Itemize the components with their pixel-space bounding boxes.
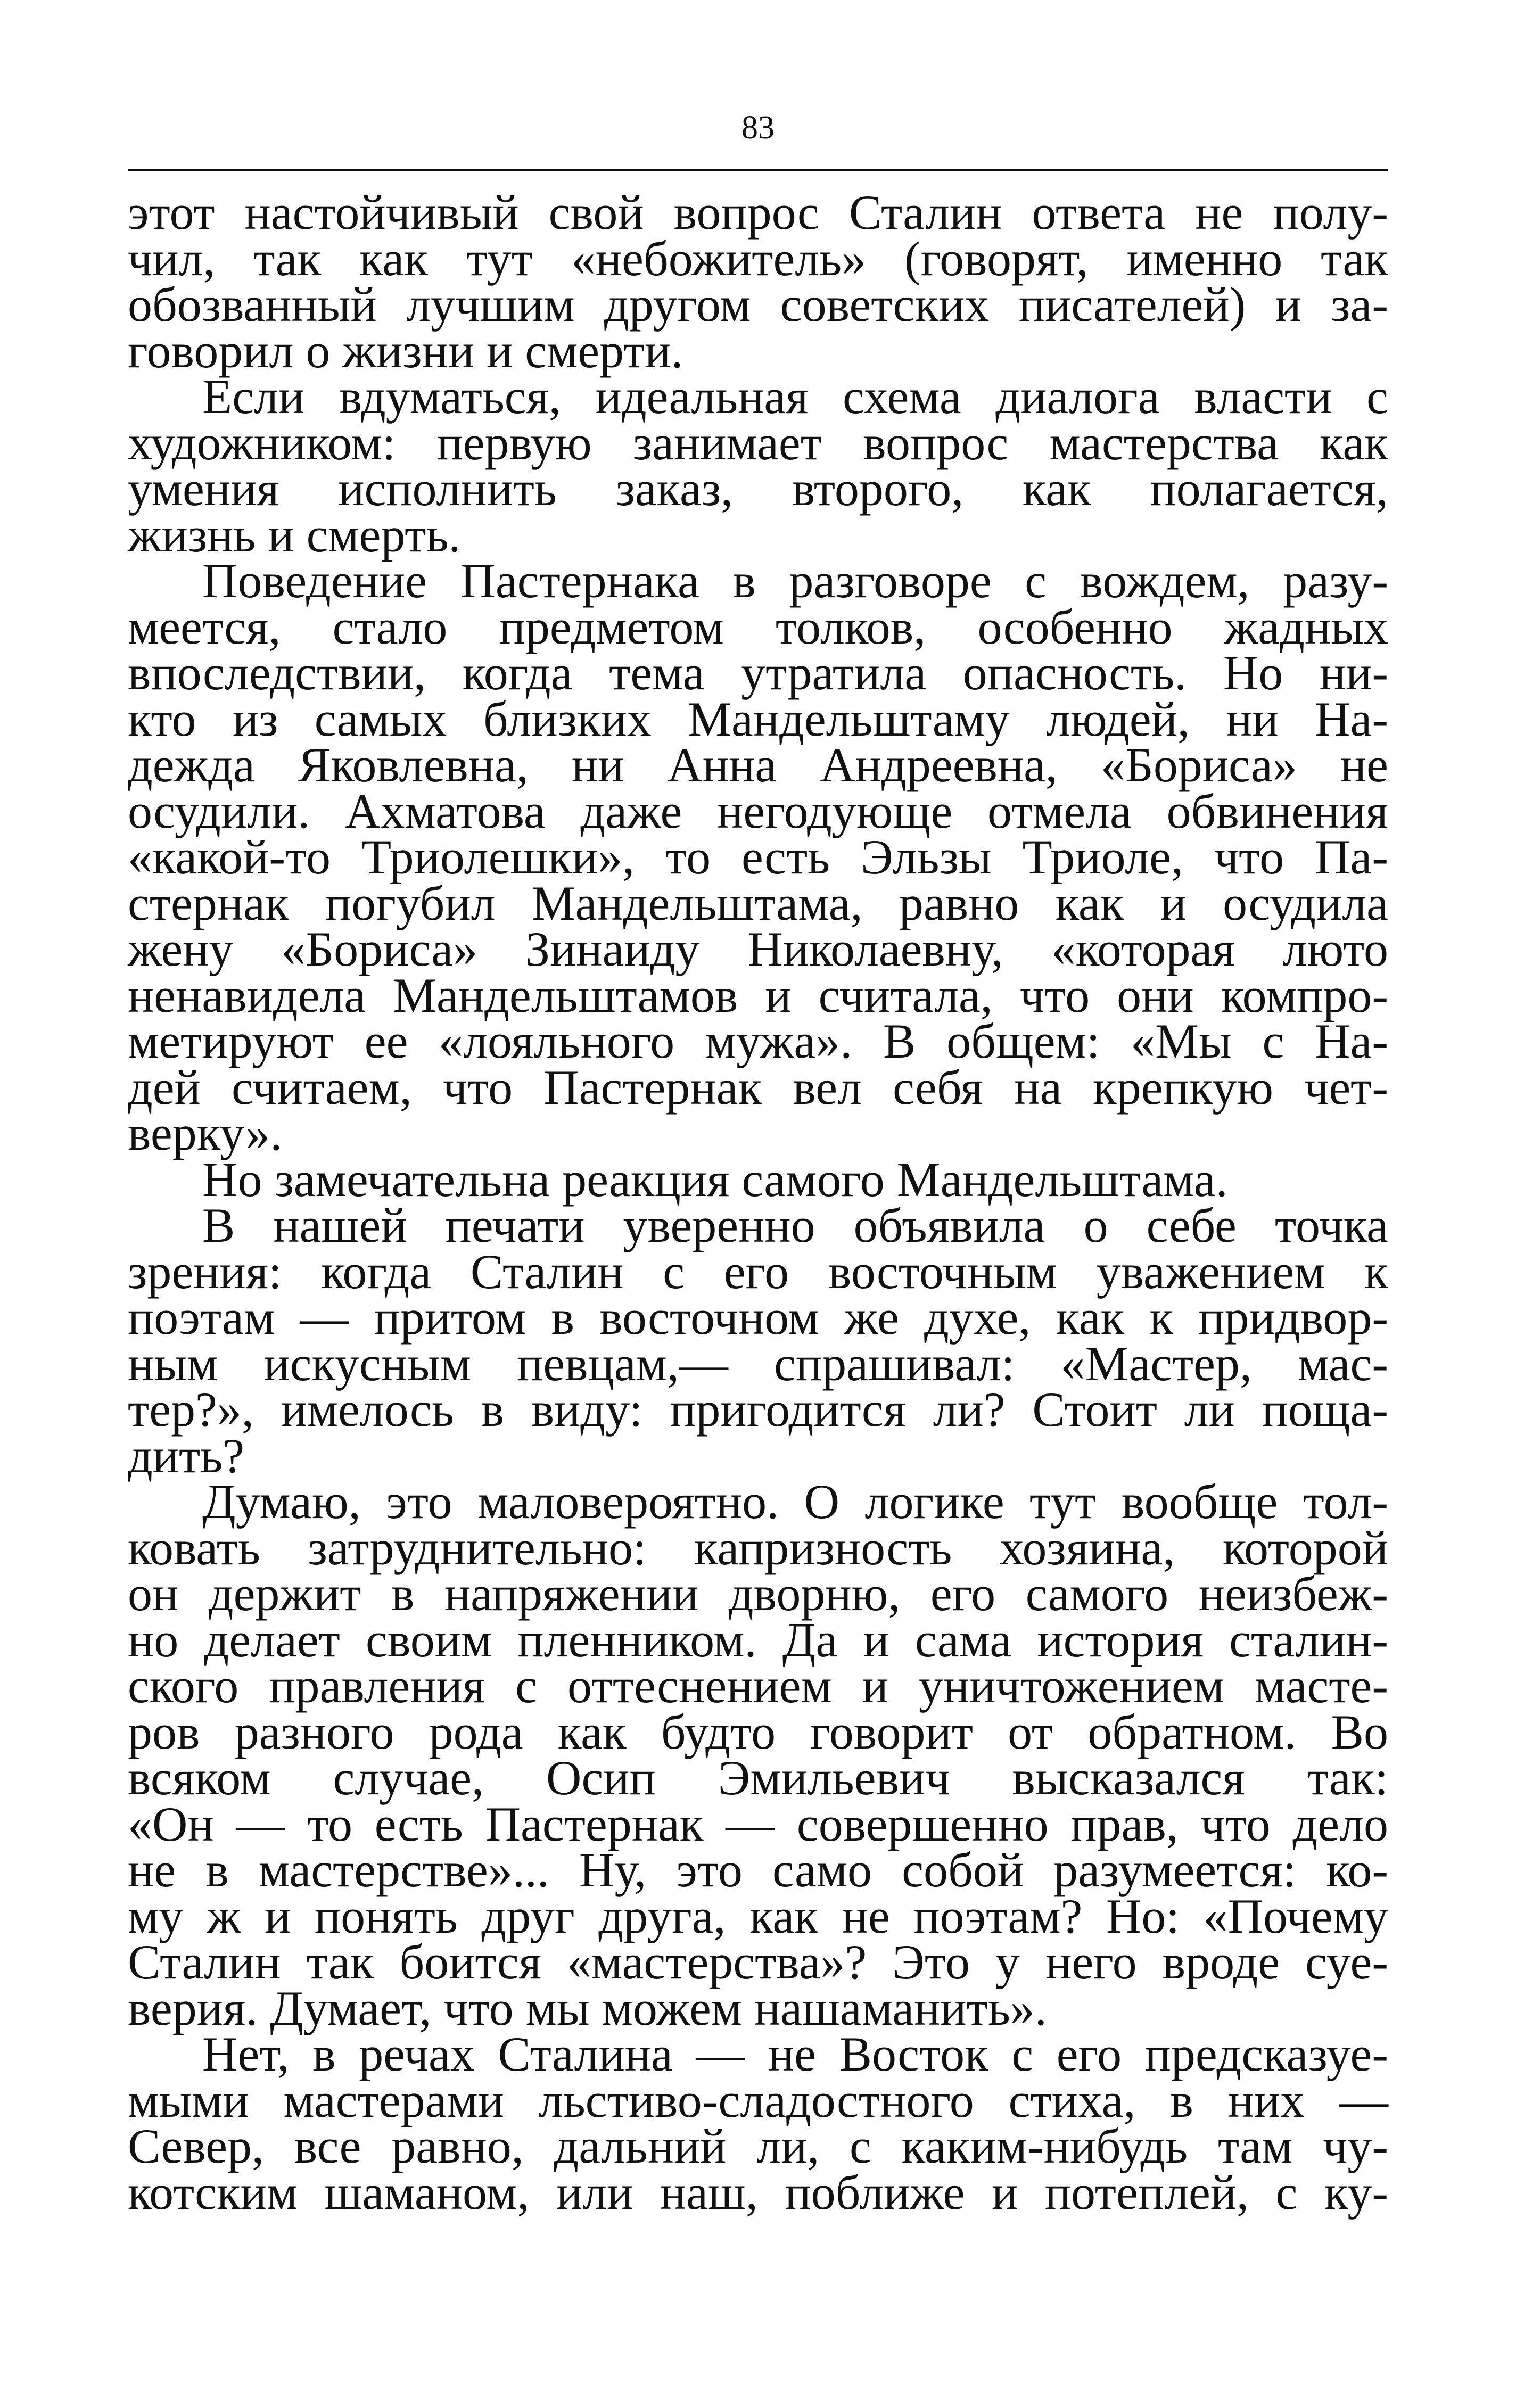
text-line: Думаю, это маловероятно. О логике тут вообще тол-: [202, 1474, 1388, 1529]
text-line: «какой-то Триолешки», то есть Эльзы Триоле, что Па-: [128, 830, 1388, 884]
text-line: ров разного рода как будто говорит от обратном. Во: [128, 1704, 1388, 1759]
text-line: стернак погубил Мандельштама, равно как и осудила: [128, 876, 1388, 930]
text-line: говорил о жизни и смерти.: [128, 323, 683, 378]
text-line: В нашей печати уверенно объявила о себе точка: [202, 1198, 1388, 1252]
text-line: всяком случае, Осип Эмильевич высказался так:: [128, 1751, 1388, 1805]
paragraph: [128, 554, 1388, 1160]
paragraph: [128, 2027, 1388, 2220]
text-line: он держит в напряжении дворню, его самого неизбеж-: [128, 1566, 1388, 1621]
text-line: мыми мастерами льстиво-сладостного стиха, в них —: [128, 2073, 1388, 2127]
text-line: кто из самых близких Мандельштаму людей, ни На-: [128, 691, 1388, 746]
text-line: Но замечательна реакция самого Мандельштама.: [202, 1152, 1228, 1207]
text-line: котским шаманом, или наш, поближе и потеплей, с ку-: [128, 2165, 1388, 2220]
text-line: меется, стало предметом толков, особенно жадных: [128, 599, 1388, 654]
text-line: дежда Яковлевна, ни Анна Андреевна, «Бориса» не: [128, 738, 1388, 792]
text-line: осудили. Ахматова даже негодующе отмела обвинения: [128, 784, 1388, 838]
paragraph: [128, 185, 1388, 378]
paragraph: [128, 1474, 1388, 2035]
text-line: Север, все равно, дальний ли, с каким-нибудь там чу-: [128, 2119, 1388, 2173]
header-rule: [128, 169, 1388, 171]
text-line: но делает своим пленником. Да и сама история сталин-: [128, 1612, 1388, 1667]
text-line: впоследствии, когда тема утратила опасность. Но ни-: [128, 646, 1388, 700]
text-line: тер?», имелось в виду: пригодится ли? Стоит ли поща-: [128, 1382, 1388, 1437]
text-line: Если вдуматься, идеальная схема диалога власти с: [202, 369, 1388, 424]
text-line: метируют ее «лояльного мужа». В общем: «Мы с На-: [128, 1014, 1388, 1068]
text-line: му ж и понять друг друга, как не поэтам? Но: «Почему: [128, 1889, 1388, 1943]
paragraph: [128, 369, 1388, 562]
text-line: ского правления с оттеснением и уничтожением масте-: [128, 1659, 1388, 1713]
text-line: верия. Думает, что мы можем нашаманить».: [128, 1981, 1047, 2035]
text-line: умения исполнить заказ, второго, как полагается,: [128, 461, 1388, 516]
text-line: Поведение Пастернака в разговоре с вождем, разу-: [202, 554, 1388, 608]
text-line: жизнь и смерть.: [128, 507, 461, 562]
page-number: 83: [741, 110, 775, 146]
paragraph: [128, 1152, 1388, 1207]
text-line: дей считаем, что Пастернак вел себя на крепкую чет-: [128, 1060, 1388, 1115]
text-line: ковать затруднительно: капризность хозяина, которой: [128, 1520, 1388, 1575]
text-line: ненавидела Мандельштамов и считала, что они компро-: [128, 968, 1388, 1022]
text-line: зрения: когда Сталин с его восточным уважением к: [128, 1244, 1388, 1299]
text-line: чил, так как тут «небожитель» (говорят, именно так: [128, 231, 1388, 286]
text-line: поэтам — притом в восточном же духе, как к придвор-: [128, 1290, 1388, 1345]
text-line: верку».: [128, 1106, 283, 1160]
text-line: дить?: [128, 1428, 245, 1483]
body-text: [128, 185, 1388, 2220]
text-line: не в мастерстве»... Ну, это само собой разумеется: ко-: [128, 1843, 1388, 1897]
paragraph: [128, 1198, 1388, 1483]
text-line: обозванный лучшим другом советских писателей) и за-: [128, 277, 1388, 332]
text-line: «Он — то есть Пастернак — совершенно прав, что дело: [128, 1796, 1388, 1851]
text-line: жену «Бориса» Зинаиду Николаевну, «которая люто: [128, 922, 1388, 976]
text-line: Нет, в речах Сталина — не Восток с его предсказуе-: [202, 2027, 1388, 2081]
text-line: этот настойчивый свой вопрос Сталин ответа не полу-: [128, 185, 1388, 240]
text-line: ным искусным певцам,— спрашивал: «Мастер, мас-: [128, 1336, 1388, 1391]
text-line: Сталин так боится «мастерства»? Это у него вроде суе-: [128, 1935, 1388, 1989]
text-line: художником: первую занимает вопрос мастерства как: [128, 415, 1388, 470]
